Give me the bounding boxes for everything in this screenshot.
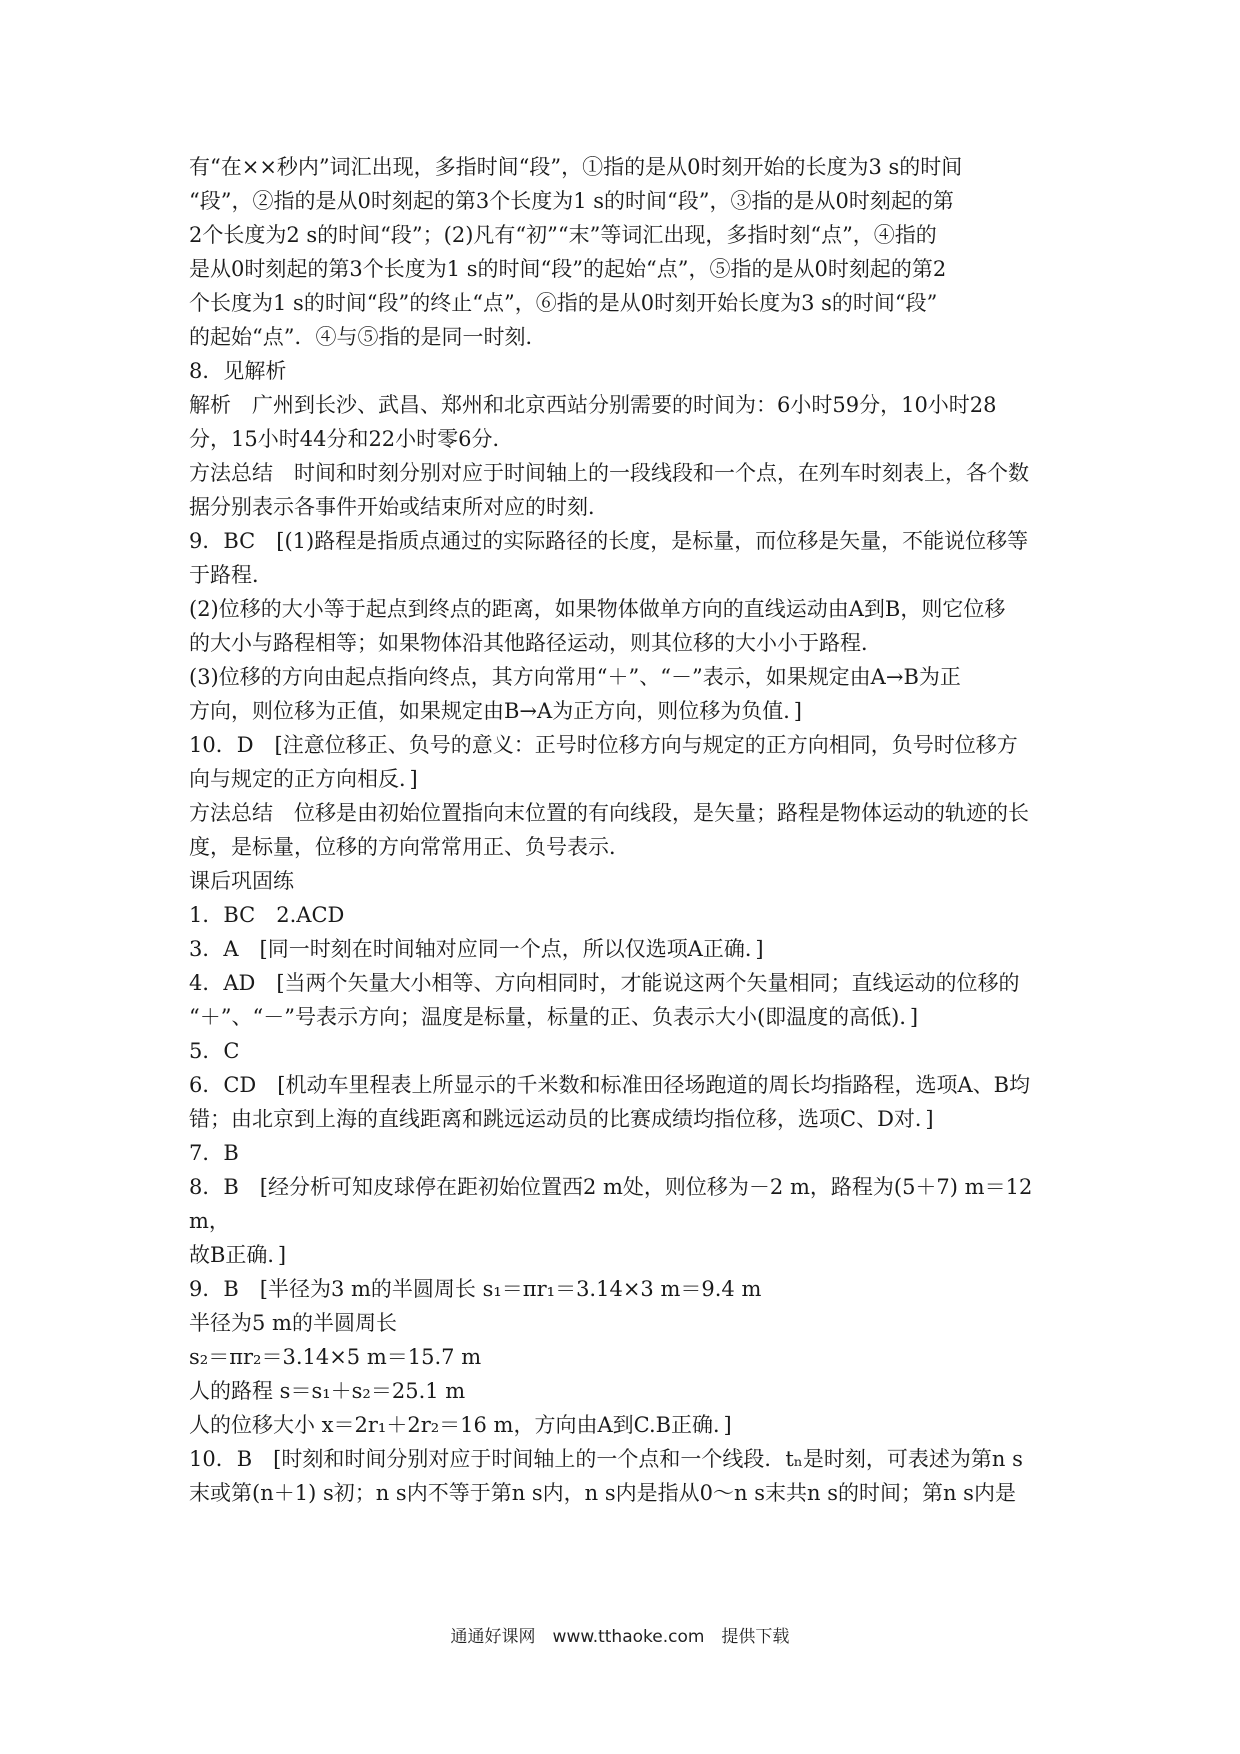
text-line: 人的位移大小 x＝2r₁＋2r₂＝16 m，方向由A到C.B正确．] xyxy=(189,1413,732,1437)
text-line: 解析 广州到长沙、武昌、郑州和北京西站分别需要的时间为：6小时59分，10小时28 xyxy=(189,393,997,417)
text-line: 方法总结 位移是由初始位置指向末位置的有向线段，是矢量；路程是物体运动的轨迹的长 xyxy=(189,801,1029,825)
text-line: “＋”、“－”号表示方向；温度是标量，标量的正、负表示大小(即温度的高低)．] xyxy=(189,1005,919,1029)
text-line: 分，15小时44分和22小时零6分． xyxy=(189,427,514,451)
text-line: 错；由北京到上海的直线距离和跳远运动员的比赛成绩均指位移，选项C、D对．] xyxy=(189,1107,934,1131)
text-line: 5．C xyxy=(189,1039,240,1063)
text-line: 有“在××秒内”词汇出现，多指时间“段”，①指的是从0时刻开始的长度为3 s的时间 xyxy=(189,155,963,179)
text-line: 是从0时刻起的第3个长度为1 s的时间“段”的起始“点”，⑤指的是从0时刻起的第2 xyxy=(189,257,947,281)
text-line: 1．BC 2.ACD xyxy=(189,903,345,927)
text-line: 末或第(n＋1) s初；n s内不等于第n s内，n s内是指从0～n s末共n s的时间；第n s内是 xyxy=(189,1481,1016,1505)
text-line: 人的路程 s＝s₁＋s₂＝25.1 m xyxy=(189,1379,466,1403)
text-line: 8．B [经分析可知皮球停在距初始位置西2 m处，则位移为－2 m，路程为(5＋7) m＝12 m， xyxy=(189,1175,1039,1233)
section-heading: 课后巩固练 xyxy=(189,869,294,893)
text-line: 10．B [时刻和时间分别对应于时间轴上的一个点和一个线段．tₙ是时刻，可表述为第n s xyxy=(189,1447,1023,1471)
text-line: 向与规定的正方向相反．] xyxy=(189,767,418,791)
text-line: 4．AD [当两个矢量大小相等、方向相同时，才能说这两个矢量相同；直线运动的位移的 xyxy=(189,971,1020,995)
text-line: 的大小与路程相等；如果物体沿其他路径运动，则其位移的大小小于路程． xyxy=(189,631,882,655)
text-line: 方法总结 时间和时刻分别对应于时间轴上的一段线段和一个点，在列车时刻表上，各个数 xyxy=(189,461,1029,485)
text-line: 于路程． xyxy=(189,563,273,587)
text-line: 故B正确．] xyxy=(189,1243,287,1267)
text-line: 10．D [注意位移正、负号的意义：正号时位移方向与规定的正方向相同，负号时位移方 xyxy=(189,733,1018,757)
text-line: 度，是标量，位移的方向常常用正、负号表示． xyxy=(189,835,630,859)
text-line: “段”，②指的是从0时刻起的第3个长度为1 s的时间“段”，③指的是从0时刻起的第 xyxy=(189,189,954,213)
text-line: (2)位移的大小等于起点到终点的距离，如果物体做单方向的直线运动由A到B，则它位移 xyxy=(189,597,1006,621)
text-line: 2个长度为2 s的时间“段”；(2)凡有“初”“末”等词汇出现，多指时刻“点”，④指的 xyxy=(189,223,937,247)
text-line: 6．CD [机动车里程表上所显示的千米数和标准田径场跑道的周长均指路程，选项A、B均 xyxy=(189,1073,1031,1097)
text-line: 据分别表示各事件开始或结束所对应的时刻． xyxy=(189,495,609,519)
page-footer: 通通好课网 www.tthaoke.com 提供下载 xyxy=(450,1627,790,1647)
text-line: 8．见解析 xyxy=(189,359,287,383)
text-line: (3)位移的方向由起点指向终点，其方向常用“＋”、“－”表示，如果规定由A→B为正 xyxy=(189,665,961,689)
text-line: 9．B [半径为3 m的半圆周长 s₁＝πr₁＝3.14×3 m＝9.4 m xyxy=(189,1277,762,1301)
text-line: 3．A [同一时刻在时间轴对应同一个点，所以仅选项A正确．] xyxy=(189,937,764,961)
answer-text-body xyxy=(189,150,1061,1510)
text-line: 的起始“点”．④与⑤指的是同一时刻． xyxy=(189,325,547,349)
text-line: 半径为5 m的半圆周长 xyxy=(189,1311,397,1335)
text-line: 9．BC [(1)路程是指质点通过的实际路径的长度，是标量，而位移是矢量，不能说位移等 xyxy=(189,529,1029,553)
text-line: s₂＝πr₂＝3.14×5 m＝15.7 m xyxy=(189,1345,482,1369)
text-line: 个长度为1 s的时间“段”的终止“点”，⑥指的是从0时刻开始长度为3 s的时间“段” xyxy=(189,291,938,315)
text-line: 方向，则位移为正值，如果规定由B→A为正方向，则位移为负值．] xyxy=(189,699,802,723)
text-line: 7．B xyxy=(189,1141,239,1165)
